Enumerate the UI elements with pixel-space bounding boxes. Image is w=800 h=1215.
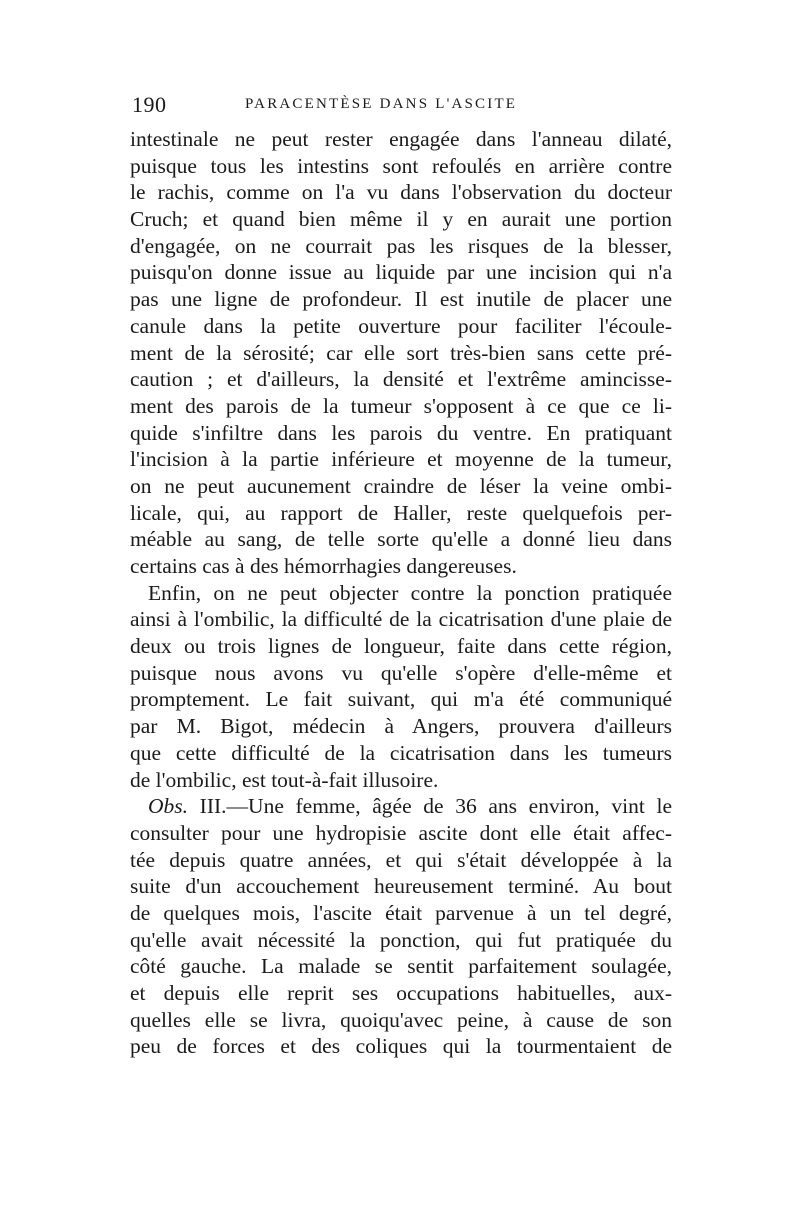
text-line: Enfin, on ne peut objecter contre la ponction pratiquée: [148, 580, 672, 605]
text-line: puisque tous les intestins sont refoulés en arrière contre: [130, 153, 672, 178]
text-line: de l'ombilic, est tout-à-fait illusoire.: [130, 767, 439, 792]
text-line: pas une ligne de profondeur. Il est inutile de placer une: [130, 287, 672, 312]
text-line: deux ou trois lignes de longueur, faite dans cette région,: [130, 634, 672, 659]
text-line: de quelques mois, l'ascite était parvenue à un tel degré,: [130, 900, 672, 925]
obs-line-text: III.—Une femme, âgée de 36 ans environ, vint le: [188, 794, 672, 819]
text-line: tée depuis quatre années, et qui s'était développée à la: [130, 847, 672, 872]
text-line: Cruch; et quand bien même il y en aurait une portion: [130, 207, 672, 232]
text-line: et depuis elle reprit ses occupations habituelles, aux-: [130, 981, 672, 1005]
text-line: méable au sang, de telle sorte qu'elle a donné lieu dans: [130, 527, 672, 552]
text-line: canule dans la petite ouverture pour faciliter l'écoule-: [130, 313, 672, 338]
text-line: qu'elle avait nécessité la ponction, qui fut pratiquée du: [130, 927, 672, 952]
text-line: par M. Bigot, médecin à Angers, prouvera d'ailleurs: [130, 714, 672, 739]
page-number: 190: [132, 92, 167, 117]
text-line: ment de la sérosité; car elle sort très-bien sans cette pré-: [130, 340, 672, 365]
body-text: [130, 126, 672, 1060]
text-line: puisque nous avons vu qu'elle s'opère d'elle-même et: [130, 660, 672, 685]
text-line: promptement. Le fait suivant, qui m'a été communiqué: [130, 687, 672, 712]
text-line: caution ; et d'ailleurs, la densité et l'extrême amincisse-: [130, 367, 672, 392]
text-line: le rachis, comme on l'a vu dans l'observation du docteur: [130, 180, 672, 205]
text-line: [130, 793, 672, 820]
text-line: ment des parois de la tumeur s'opposent à ce que ce li-: [130, 393, 672, 418]
running-title: PARACENTÈSE DANS L'ASCITE: [245, 96, 518, 112]
text-line: quide s'infiltre dans les parois du ventre. En pratiquant: [130, 420, 672, 445]
text-line: que cette difficulté de la cicatrisation dans les tumeurs: [130, 740, 672, 765]
text-line: ainsi à l'ombilic, la difficulté de la cicatrisation d'une plaie de: [130, 607, 672, 632]
text-line: d'engagée, on ne courrait pas les risques de la blesser,: [130, 233, 672, 258]
text-line: suite d'un accouchement heureusement terminé. Au bout: [130, 874, 672, 899]
text-line: certains cas à des hémorrhagies dangereuses.: [130, 554, 517, 578]
running-head: [132, 92, 672, 122]
text-line: licale, qui, au rapport de Haller, reste quelquefois per-: [130, 500, 672, 525]
text-line: consulter pour une hydropisie ascite dont elle était affec-: [130, 820, 672, 845]
text-line: quelles elle se livra, quoiqu'avec peine, à cause de son: [130, 1007, 672, 1032]
text-line: intestinale ne peut rester engagée dans l'anneau dilaté,: [130, 127, 672, 151]
obs-label: Obs.: [148, 794, 189, 819]
text-line: côté gauche. La malade se sentit parfaitement soulagée,: [130, 954, 672, 979]
text-line: puisqu'on donne issue au liquide par une incision qui n'a: [130, 260, 672, 285]
text-line: l'incision à la partie inférieure et moyenne de la tumeur,: [130, 447, 672, 472]
text-line: on ne peut aucunement craindre de léser la veine ombi-: [130, 473, 672, 498]
text-line: peu de forces et des coliques qui la tourmentaient de: [130, 1034, 672, 1059]
